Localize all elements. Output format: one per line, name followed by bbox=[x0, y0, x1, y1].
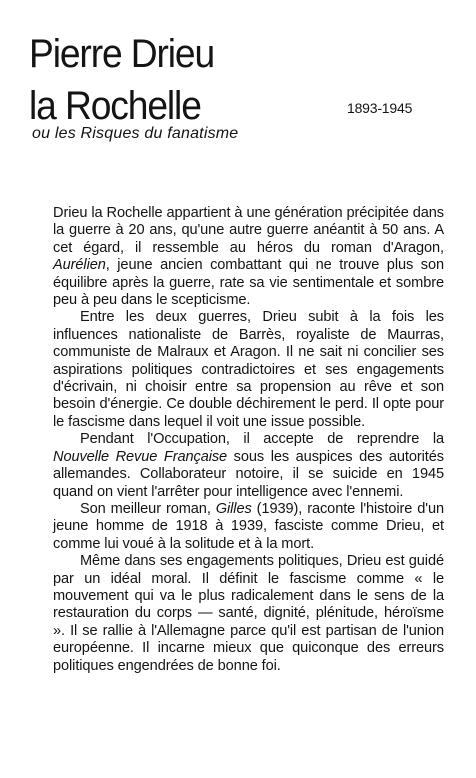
paragraph-2-text: Entre les deux guerres, Drieu subit à la fois les influences nationaliste de Barrès, royaliste de Maurras, communiste de Malraux et Aragon. Il ne sait ni concilier ses aspirations politiques contradictoires et ses engagements d'écrivain, ni choisir entre sa propension au rêve et son besoin d'énergie. Ce double déchirement le perd. Il opte pour le fascisme dans lequel il voit une issue possible. bbox=[53, 309, 444, 430]
publication-title-nrf: Nouvelle Revue Française bbox=[53, 448, 228, 465]
paragraph-1-text-a: Drieu la Rochelle appartient à une génération précipitée dans la guerre à 20 ans, qu'une autre guerre anéantit à 50 ans. A cet égard, il ressemble au héros du roman d'Aragon, bbox=[53, 205, 444, 256]
article-body bbox=[53, 205, 444, 675]
paragraph-2 bbox=[53, 309, 444, 431]
paragraph-3 bbox=[53, 431, 444, 501]
paragraph-3-text-c: sous les auspices des autorités allemandes. Collaborateur notoire, il se suicide en 1945 quand on vient l'arrêter pour intelligence avec l'ennemi. bbox=[53, 448, 444, 500]
paragraph-4-text-a: Son meilleur roman, bbox=[80, 500, 216, 517]
life-dates: 1893-1945 bbox=[347, 100, 413, 116]
paragraph-3-text-a: Pendant l'Occupation, il accepte de reprendre la bbox=[80, 431, 444, 448]
paragraph-1 bbox=[53, 205, 444, 309]
page-title-line-1: Pierre Drieu bbox=[29, 32, 215, 76]
paragraph-5 bbox=[53, 553, 444, 675]
paragraph-1-text-c: , jeune ancien combattant qui ne trouve plus son équilibre après la guerre, rate sa vie sentimentale et sombre peu à peu dans le scepticisme. bbox=[53, 257, 444, 309]
book-title-gilles: Gilles bbox=[215, 500, 252, 517]
paragraph-4 bbox=[53, 501, 444, 553]
subtitle: ou les Risques du fanatisme bbox=[32, 125, 239, 142]
book-title-aurelien: Aurélien bbox=[53, 257, 106, 274]
page-title-line-2: la Rochelle bbox=[29, 84, 201, 128]
paragraph-5-text: Même dans ses engagements politiques, Drieu est guidé par un idéal moral. Il définit le fascisme comme « le mouvement qui va le plus radicalement dans le sens de la restauration du corps — santé, dignité, plénitude, héroïsme ». Il se rallie à l'Allemagne parce qu'il est partisan de l'union européenne. Il incarne mieux que quiconque des erreurs politiques engendrées de bonne foi. bbox=[53, 553, 444, 674]
paragraph-4-text-c: (1939), raconte l'histoire d'un jeune homme de 1918 à 1939, fasciste comme Drieu, et comme lui voué à la solitude et à la mort. bbox=[53, 500, 444, 552]
